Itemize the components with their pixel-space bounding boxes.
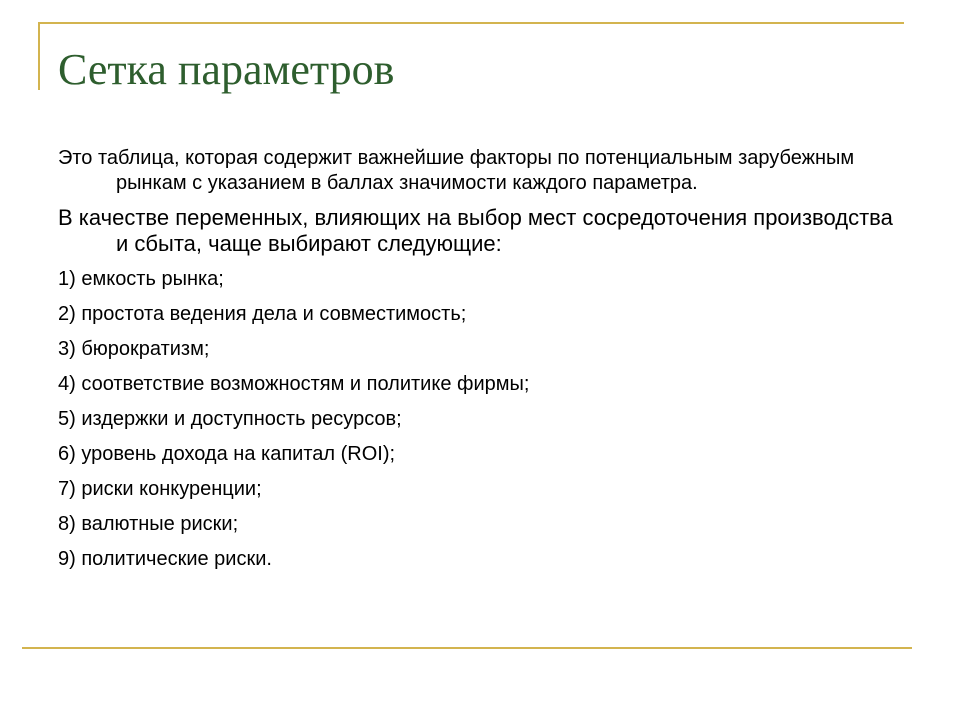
list-item: 6) уровень дохода на капитал (ROI); bbox=[58, 443, 396, 465]
list-item: 9) политические риски. bbox=[58, 548, 272, 570]
list-item: 2) простота ведения дела и совместимость; bbox=[58, 303, 467, 325]
list-item: 3) бюрократизм; bbox=[58, 338, 210, 360]
frame-bottom-line bbox=[22, 647, 912, 649]
list-item: 7) риски конкуренции; bbox=[58, 478, 262, 500]
variables-paragraph: В качестве переменных, влияющих на выбор мест сосредоточения производства и сбыта, чаще выбирают следующие: bbox=[58, 205, 893, 256]
list-item: 4) соответствие возможностям и политике фирмы; bbox=[58, 373, 530, 395]
frame-left-line bbox=[38, 22, 40, 90]
frame-top-line bbox=[38, 22, 904, 24]
factor-list bbox=[58, 267, 908, 572]
list-item: 5) издержки и доступность ресурсов; bbox=[58, 408, 402, 430]
slide-body bbox=[58, 146, 908, 582]
list-item: 1) емкость рынка; bbox=[58, 268, 224, 290]
list-item: 8) валютные риски; bbox=[58, 513, 239, 535]
slide-title: Сетка параметров bbox=[58, 45, 395, 94]
intro-paragraph: Это таблица, которая содержит важнейшие факторы по потенциальным зарубежным рынкам с указанием в баллах значимости каждого параметра. bbox=[58, 147, 855, 194]
